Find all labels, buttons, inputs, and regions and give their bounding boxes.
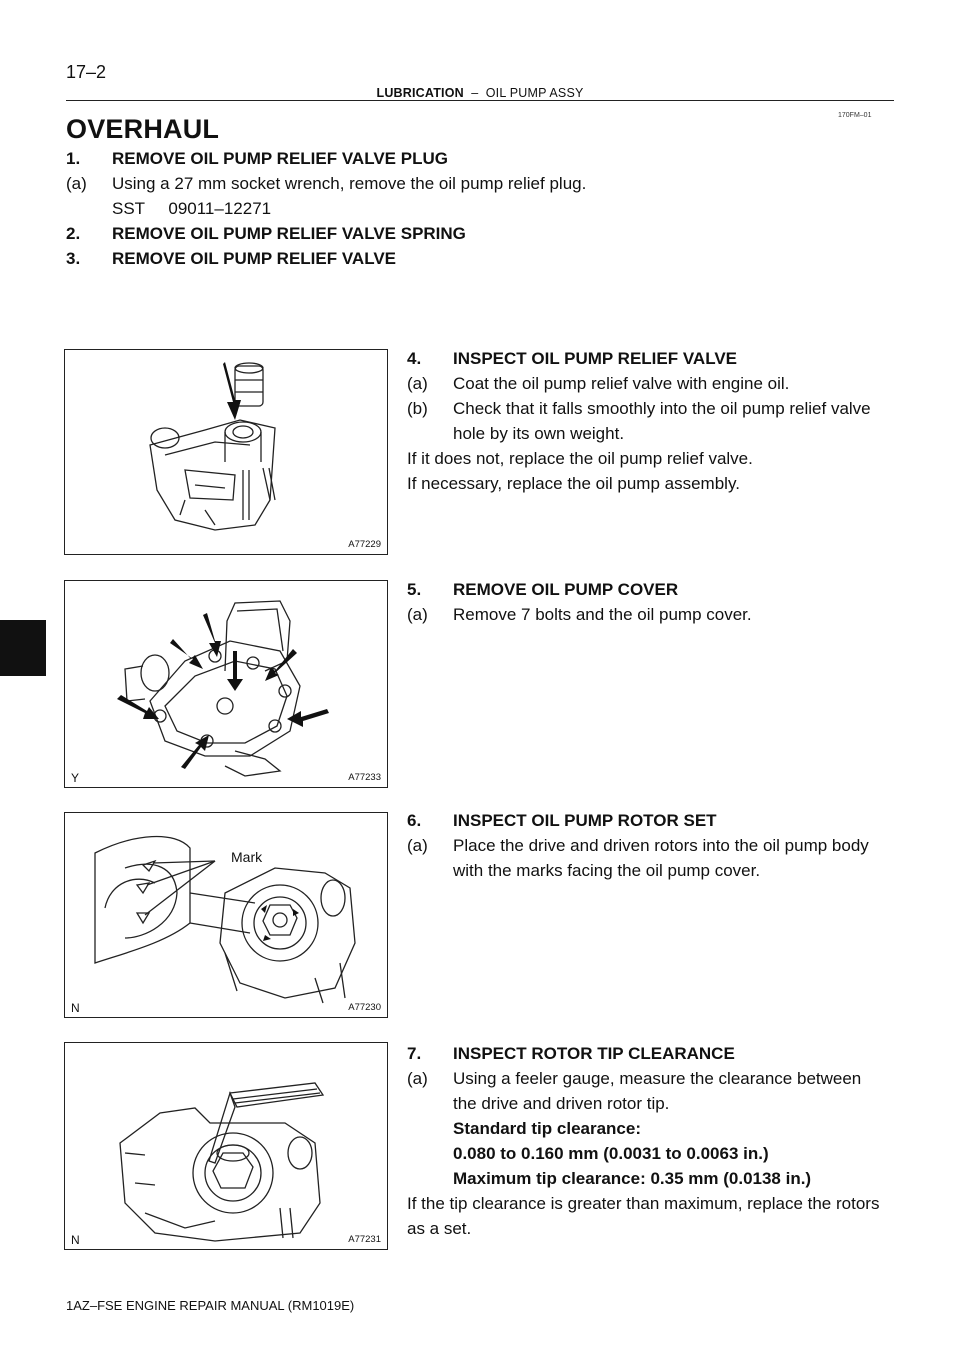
- oil-pump-relief-valve-illustration: [65, 350, 387, 554]
- maximum-clearance: Maximum tip clearance: 0.35 mm (0.0138 in.): [453, 1169, 812, 1188]
- figure-relief-valve: [64, 349, 388, 555]
- step-1a: (a) Using a 27 mm socket wrench, remove the oil pump relief plug.: [66, 174, 587, 193]
- page-title: OVERHAUL: [66, 114, 220, 144]
- figure-id: A77230: [348, 1002, 381, 1013]
- subsection-name: OIL PUMP ASSY: [485, 86, 584, 100]
- step-3: 3. REMOVE OIL PUMP RELIEF VALVE: [66, 249, 397, 268]
- page-number: 17–2: [66, 62, 107, 82]
- rotor-tip-clearance-illustration: [65, 1043, 387, 1249]
- figure-rotor-set: [64, 812, 388, 1018]
- section-name: LUBRICATION: [376, 86, 464, 100]
- sst-number: SST 09011–12271: [112, 199, 272, 218]
- figure-mark: N: [71, 1001, 80, 1015]
- oil-pump-cover-illustration: [65, 581, 387, 787]
- figure-tip-clearance: [64, 1042, 388, 1250]
- figure-mark: Y: [71, 771, 80, 785]
- step-2: 2. REMOVE OIL PUMP RELIEF VALVE SPRING: [66, 224, 466, 243]
- figure-pump-cover: [64, 580, 388, 788]
- figure-mark: N: [71, 1233, 80, 1247]
- footer-manual-title: 1AZ–FSE ENGINE REPAIR MANUAL (RM1019E): [66, 1298, 355, 1313]
- oil-pump-rotor-set-illustration: [65, 813, 387, 1017]
- figure-id: A77233: [348, 772, 381, 783]
- figure-id: A77231: [348, 1234, 381, 1245]
- step-1: 1. REMOVE OIL PUMP RELIEF VALVE PLUG: [66, 149, 448, 168]
- running-header: [0, 86, 960, 100]
- header-rule: [66, 100, 894, 101]
- standard-clearance-value: 0.080 to 0.160 mm (0.0031 to 0.0063 in.): [453, 1144, 769, 1163]
- standard-clearance-label: Standard tip clearance:: [453, 1119, 642, 1138]
- section-tab-marker: [0, 620, 46, 676]
- header-separator: –: [471, 86, 479, 100]
- figure-id: A77229: [348, 539, 381, 550]
- document-code: 170FM–01: [838, 112, 872, 119]
- mark-callout: Mark: [231, 849, 263, 865]
